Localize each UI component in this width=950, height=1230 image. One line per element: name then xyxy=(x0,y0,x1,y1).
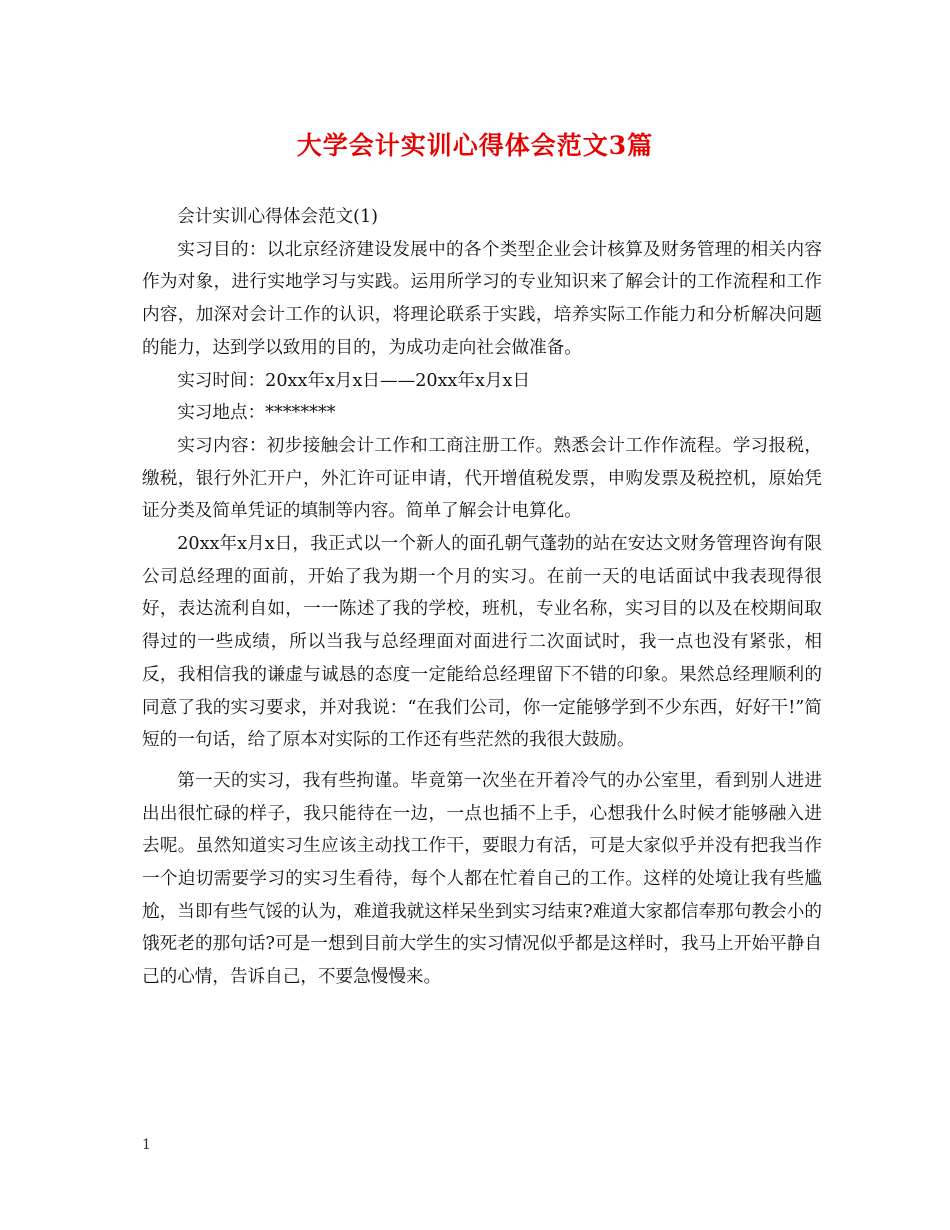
document-body xyxy=(142,201,822,994)
paragraph-first-day: 第一天的实习，我有些拘谨。毕竟第一次坐在开着冷气的办公室里，看到别人进进出出很忙碌的样子，我只能待在一边，一点也插不上手，心想我什么时候才能够融入进去呢。虽然知道实习生应该主动找工作干，要眼力有活，可是大家似乎并没有把我当作一个迫切需要学习的实习生看待，每个人都在忙着自己的工作。这样的处境让我有些尴尬，当即有些气馁的认为，难道我就这样呆坐到实习结束?难道大家都信奉那句教会小的饿死老的那句话?可是一想到目前大学生的实习情况似乎都是这样时，我马上开始平静自己的心情，告诉自己，不要急慢慢来。 xyxy=(142,770,822,988)
section-heading: 会计实训心得体会范文(1) xyxy=(177,207,379,227)
paragraph-arrival: 20xx年x月x日，我正式以一个新人的面孔朝气蓬勃的站在安达文财务管理咨询有限公司总经理的面前，开始了我为期一个月的实习。在前一天的电话面试中我表现得很好，表达流利自如，一一陈述了我的学校，班机，专业名称，实习目的以及在校期间取得过的一些成绩，所以当我与总经理面对面进行二次面试时，我一点也没有紧张，相反，我相信我的谦虚与诚恳的态度一定能给总经理留下不错的印象。果然总经理顺利的同意了我的实习要求，并对我说：“在我们公司，你一定能够学到不少东西，好好干!”简短的一句话，给了原本对实际的工作还有些茫然的我很大鼓励。 xyxy=(142,534,822,751)
page-number: 1 xyxy=(142,1137,151,1153)
paragraph-content: 实习内容：初步接触会计工作和工商注册工作。熟悉会计工作作流程。学习报税，缴税，银行外汇开户，外汇许可证申请，代开增值税发票，申购发票及税控机，原始凭证分类及简单凭证的填制等内容。简单了解会计电算化。 xyxy=(142,435,822,522)
paragraph-purpose: 实习目的：以北京经济建设发展中的各个类型企业会计核算及财务管理的相关内容作为对象，进行实地学习与实践。运用所学习的专业知识来了解会计的工作流程和工作内容，加深对会计工作的认识，将理论联系于实践，培养实际工作能力和分析解决问题的能力，达到学以致用的目的，为成功走向社会做准备。 xyxy=(142,239,822,358)
document-title: 大学会计实训心得体会范文3篇 xyxy=(296,131,654,160)
paragraph-location: 实习地点：******** xyxy=(177,403,336,424)
paragraph-time: 实习时间：20xx年x月x日——20xx年x月x日 xyxy=(177,370,531,391)
